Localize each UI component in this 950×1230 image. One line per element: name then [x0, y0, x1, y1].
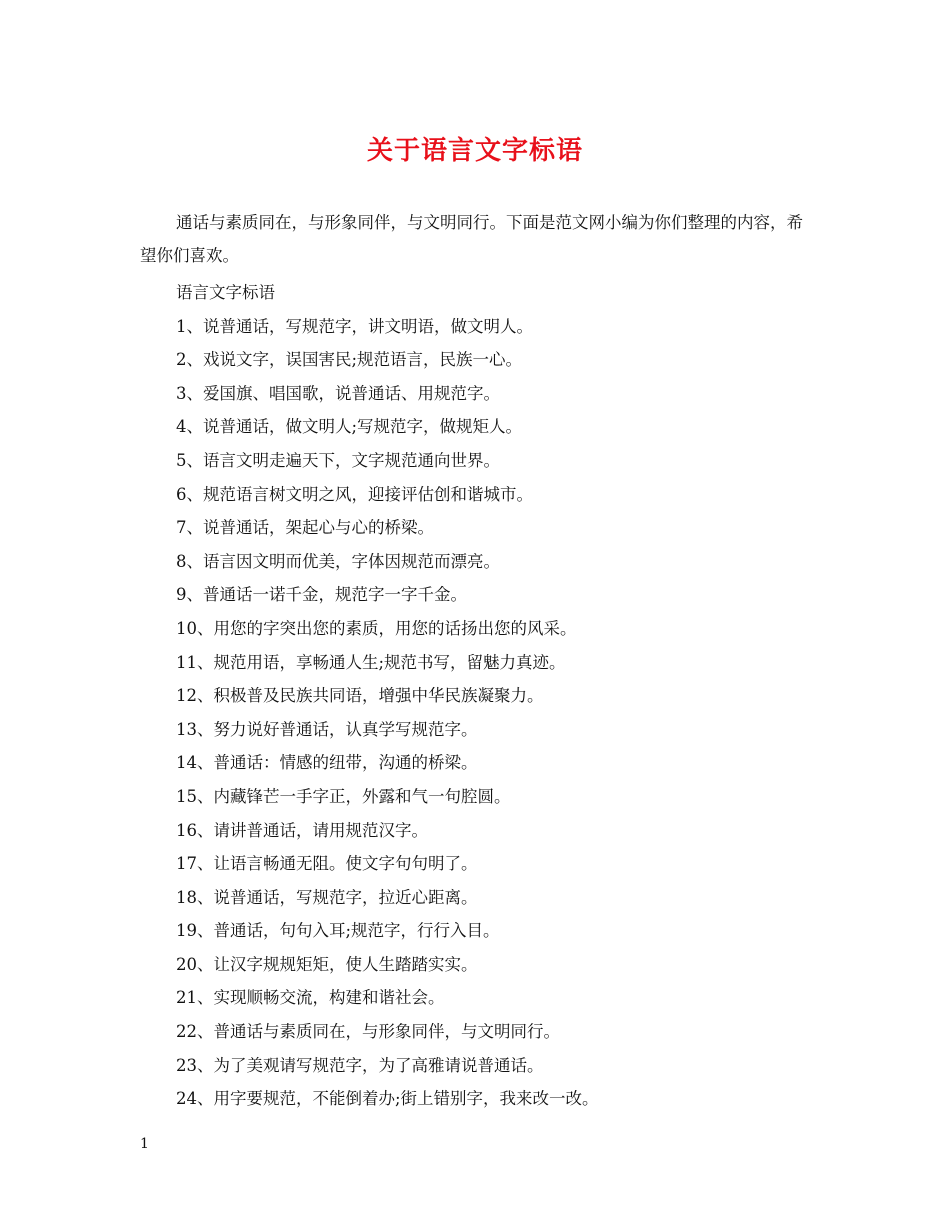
document-title: 关于语言文字标语: [366, 136, 583, 166]
list-item: 2、戏说文字，误国害民;规范语言，民族一心。: [176, 350, 523, 370]
list-item: 13、努力说好普通话，认真学写规范字。: [176, 719, 478, 739]
list-item: 4、说普通话，做文明人;写规范字，做规矩人。: [176, 417, 523, 437]
list-item: 1、说普通话，写规范字，讲文明语，做文明人。: [176, 316, 533, 336]
section-subheading: 语言文字标语: [176, 283, 275, 302]
list-item: 20、让汉字规规矩矩，使人生踏踏实实。: [176, 954, 478, 974]
list-item: 19、普通话，句句入耳;规范字，行行入目。: [176, 921, 500, 941]
page-number: 1: [140, 1136, 149, 1152]
list-item: 23、为了美观请写规范字，为了高雅请说普通话。: [176, 1055, 544, 1075]
list-item: 5、语言文明走遍天下，文字规范通向世界。: [176, 450, 500, 470]
list-item: 24、用字要规范，不能倒着办;街上错别字，我来改一改。: [176, 1089, 599, 1109]
slogan-items: [176, 310, 816, 1116]
list-item: 15、内藏锋芒一手字正，外露和气一句腔圆。: [176, 786, 511, 806]
list-item: 10、用您的字突出您的素质，用您的话扬出您的风采。: [176, 618, 577, 638]
list-item: 7、说普通话，架起心与心的桥梁。: [176, 518, 434, 538]
list-item: 21、实现顺畅交流，构建和谐社会。: [176, 988, 445, 1008]
list-item: 6、规范语言树文明之风，迎接评估创和谐城市。: [176, 484, 533, 504]
list-item: 22、普通话与素质同在，与形象同伴，与文明同行。: [176, 1022, 560, 1042]
list-item: 12、积极普及民族共同语，增强中华民族凝聚力。: [176, 686, 544, 706]
list-item: 18、说普通话，写规范字，拉近心距离。: [176, 887, 478, 907]
intro-paragraph: 通话与素质同在，与形象同伴，与文明同行。下面是范文网小编为你们整理的内容，希望你们喜欢。: [140, 213, 803, 265]
list-item: 11、规范用语，享畅通人生;规范书写，留魅力真迹。: [176, 652, 566, 672]
list-item: 17、让语言畅通无阻。使文字句句明了。: [176, 854, 478, 874]
list-item: 8、语言因文明而优美，字体因规范而漂亮。: [176, 551, 500, 571]
list-item: 14、普通话：情感的纽带，沟通的桥梁。: [176, 753, 478, 773]
list-item: 9、普通话一诺千金，规范字一字千金。: [176, 585, 467, 605]
list-item: 3、爱国旗、唱国歌，说普通话、用规范字。: [176, 383, 500, 403]
slogan-list: [176, 276, 816, 1116]
list-item: 16、请讲普通话，请用规范汉字。: [176, 820, 428, 840]
